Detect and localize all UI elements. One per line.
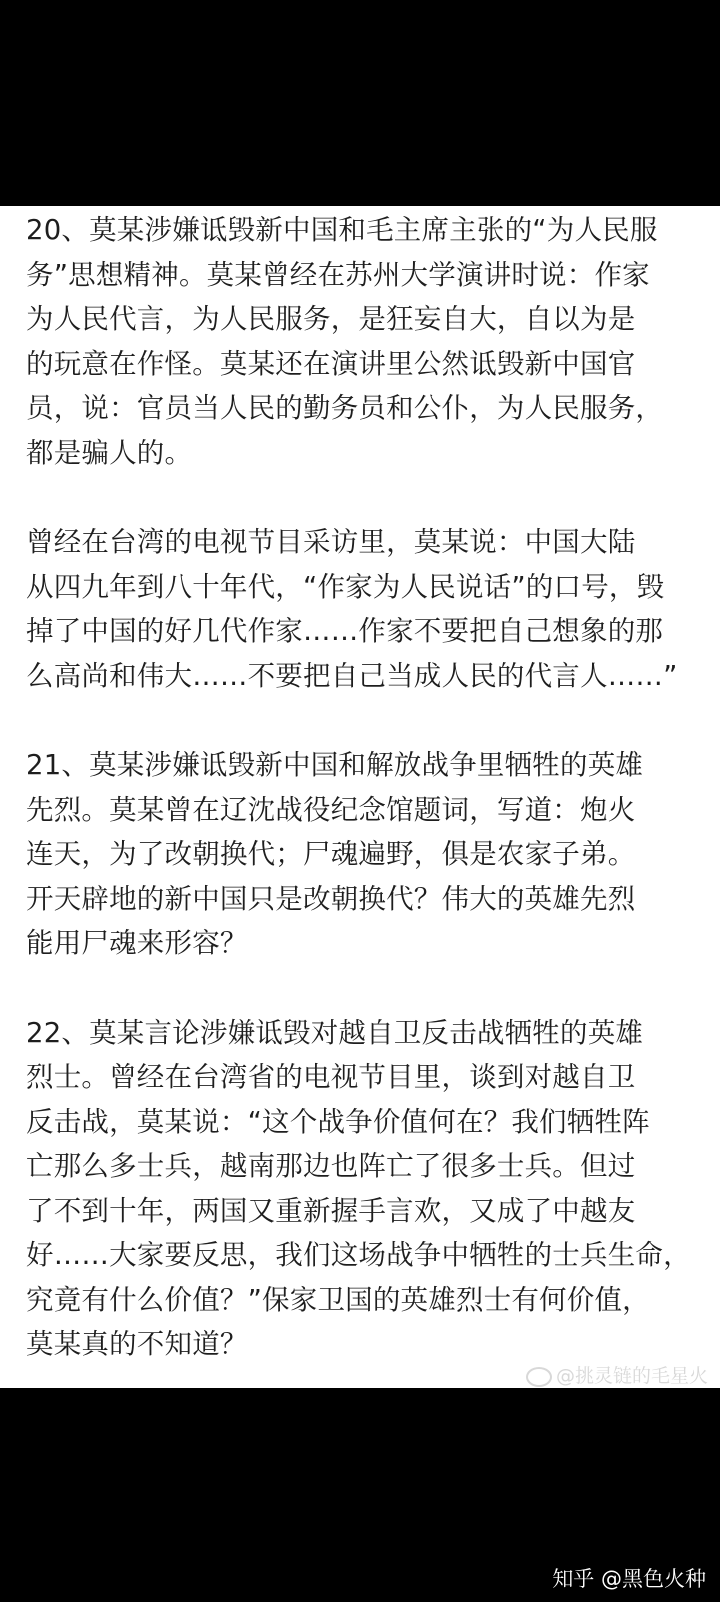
text-line: 20、莫某涉嫌诋毁新中国和毛主席主张的“为人民服: [26, 214, 658, 246]
text-line: 么高尚和伟大……不要把自己当成人民的代言人……”: [26, 659, 678, 692]
text-line: 莫某真的不知道？: [26, 1328, 248, 1360]
text-line: 曾经在台湾的电视节目采访里，莫某说：中国大陆: [26, 526, 636, 558]
paragraph-gap: [26, 966, 702, 1011]
weibo-logo-icon: [526, 1367, 552, 1387]
article-body: [26, 206, 702, 1545]
paragraph-taiwan-interview: [26, 520, 702, 698]
screenshot-page: [0, 206, 720, 1388]
text-line: 究竟有什么价值？”保家卫国的英雄烈士有何价值，: [26, 1283, 650, 1316]
text-line: 反击战，莫某说：“这个战争价值何在？我们牺牲阵: [26, 1105, 650, 1138]
text-line: 务”思想精神。莫某曾经在苏州大学演讲时说：作家: [26, 258, 650, 291]
text-line: 亡那么多士兵，越南那边也阵亡了很多士兵。但过: [26, 1150, 636, 1182]
text-line: 烈士。曾经在台湾省的电视节目里，谈到对越自卫: [26, 1061, 636, 1093]
zhihu-credit: 知乎 @黑色火种: [552, 1567, 706, 1591]
text-line: 能用尸魂来形容？: [26, 927, 248, 959]
paragraph-21: [26, 743, 702, 966]
text-line: 为人民代言，为人民服务，是狂妄自大，自以为是: [26, 303, 636, 335]
text-line: 掉了中国的好几代作家……作家不要把自己想象的那: [26, 615, 664, 647]
text-line: 连天，为了改朝换代；尸魂遍野，俱是农家子弟。: [26, 838, 636, 870]
text-line: 员，说：官员当人民的勤务员和公仆，为人民服务，: [26, 392, 664, 424]
text-line: 从四九年到八十年代，“作家为人民说话”的口号，毁: [26, 570, 665, 603]
weibo-watermark: [526, 1361, 708, 1388]
paragraph-22: [26, 1011, 702, 1367]
text-line: 的玩意在作怪。莫某还在演讲里公然诋毁新中国官: [26, 347, 636, 380]
watermark-text: @挑灵链的毛星火: [555, 1365, 708, 1387]
text-line: 21、莫某涉嫌诋毁新中国和解放战争里牺牲的英雄: [26, 749, 644, 781]
text-line: 都是骗人的。: [26, 436, 193, 469]
paragraph-gap: [26, 698, 702, 743]
paragraph-20: [26, 208, 702, 475]
top-black-bar: [0, 0, 720, 206]
text-line: 22、莫某言论涉嫌诋毁对越自卫反击战牺牲的英雄: [26, 1016, 644, 1049]
text-line: 开天辟地的新中国只是改朝换代？伟大的英雄先烈: [26, 882, 636, 915]
text-line: 了不到十年，两国又重新握手言欢，又成了中越友: [26, 1194, 636, 1227]
paragraph-gap: [26, 475, 702, 520]
text-line: 好……大家要反思，我们这场战争中牺牲的士兵生命，: [26, 1239, 691, 1271]
text-line: 先烈。莫某曾在辽沈战役纪念馆题词，写道：炮火: [26, 793, 636, 826]
